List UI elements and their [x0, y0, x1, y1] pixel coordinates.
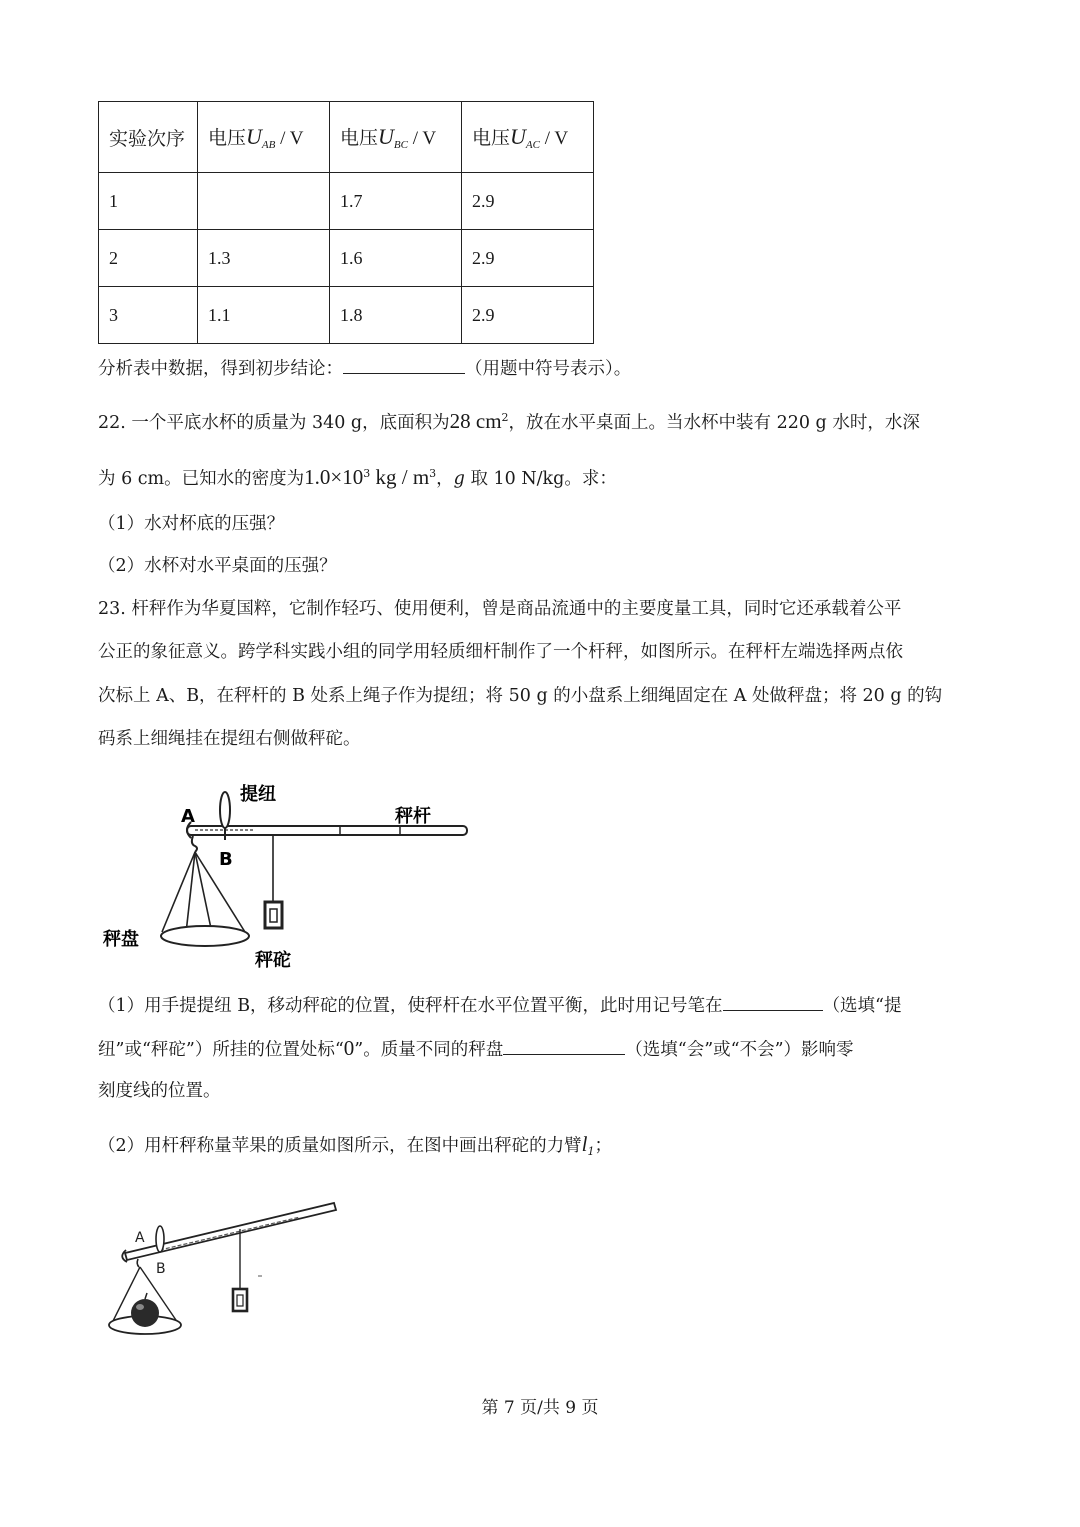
q23-p1-line-1: （1）用手提提纽 B，移动秤砣的位置，使秤杆在水平位置平衡，此时用记号笔在 （选填“提 [98, 992, 902, 1019]
table-cell: 2 [99, 230, 198, 287]
q23-line-2: 公正的象征意义。跨学科实践小组的同学用轻质细杆制作了一个杆秤，如图所示。在秤杆左端选择两点依 [98, 642, 903, 662]
table-header: 实验次序 [99, 102, 198, 173]
table-header: 电压$U_{AB}$ / V [198, 102, 330, 173]
label-cheng-pan: 秤盘 [103, 929, 139, 950]
table-row [99, 173, 594, 230]
q23-line-3: 次标上 A、B，在秤杆的 B 处系上绳子作为提纽；将 50 g 的小盘系上细绳固定在 A 处做秤盘；将 20 g 的钩 [98, 686, 943, 706]
table-cell: 3 [99, 287, 198, 344]
answer-blank[interactable] [343, 355, 465, 374]
lifting-loop [156, 1226, 164, 1252]
label-a: A [181, 806, 195, 827]
q22-line-1: 22. 一个平底水杯的质量为 340 g，底面积为28 $cm^2$，放在水平桌面上。当水杯中装有 220 g 水时，水深 [98, 408, 920, 433]
table-cell: 1.8 [330, 287, 462, 344]
table-row [99, 287, 594, 344]
steelyard-figure [95, 770, 495, 975]
q23-p2-line: （2）用杆秤称量苹果的质量如图所示，在图中画出秤砣的力臂$l_1$； [98, 1132, 612, 1158]
page-footer: 第 7 页/共 9 页 [481, 1398, 599, 1418]
q22-line-2: 为 6 cm。已知水的密度为$1.0\times 10^3$ kg / $m^3$，g 取 10 N/kg。求： [98, 464, 617, 489]
table-cell: 1 [99, 173, 198, 230]
table-cell: 1.1 [198, 287, 330, 344]
label-a: A [135, 1230, 145, 1246]
table-cell: 2.9 [462, 230, 594, 287]
table-cell: 1.6 [330, 230, 462, 287]
beam [187, 826, 467, 835]
table-cell: 2.9 [462, 173, 594, 230]
table-header-row [99, 102, 594, 173]
scale-pan [161, 926, 249, 946]
q23-line-1: 23. 杆秤作为华夏国粹，它制作轻巧、使用便利，曾是商品流通中的主要度量工具，同时它还承载着公平 [98, 599, 902, 619]
table-header: 电压$U_{AC}$ / V [462, 102, 594, 173]
label-cheng-tuo: 秤砣 [255, 950, 291, 971]
label-b: B [219, 849, 233, 870]
table-cell [198, 173, 330, 230]
q22-sub-1: （1）水对杯底的压强？ [98, 514, 285, 534]
table-cell: 2.9 [462, 287, 594, 344]
q23-line-4: 码系上细绳挂在提纽右侧做秤砣。 [98, 729, 361, 749]
steelyard-apple-figure [100, 1195, 350, 1350]
q23-p1-line-2: 纽”或“秤砣”）所挂的位置处标“0”。质量不同的秤盘 （选填“会”或“不会”）影响零 [98, 1036, 854, 1060]
conclusion-line: 分析表中数据，得到初步结论： （用题中符号表示）。 [98, 355, 631, 382]
table-row [99, 230, 594, 287]
answer-blank-1[interactable] [723, 992, 823, 1011]
table-header: 电压$U_{BC}$ / V [330, 102, 462, 173]
table-cell: 1.7 [330, 173, 462, 230]
label-b: B [156, 1261, 166, 1277]
q23-p1-line-3: 刻度线的位置。 [98, 1081, 221, 1101]
lifting-loop [220, 792, 230, 828]
label-cheng-gan: 秤杆 [395, 806, 431, 827]
answer-blank-2[interactable] [503, 1036, 625, 1055]
q22-sub-2: （2）水杯对水平桌面的压强？ [98, 556, 337, 576]
table-cell: 1.3 [198, 230, 330, 287]
voltage-table [98, 101, 594, 344]
apple [131, 1299, 159, 1327]
label-tinu: 提纽 [240, 784, 276, 805]
